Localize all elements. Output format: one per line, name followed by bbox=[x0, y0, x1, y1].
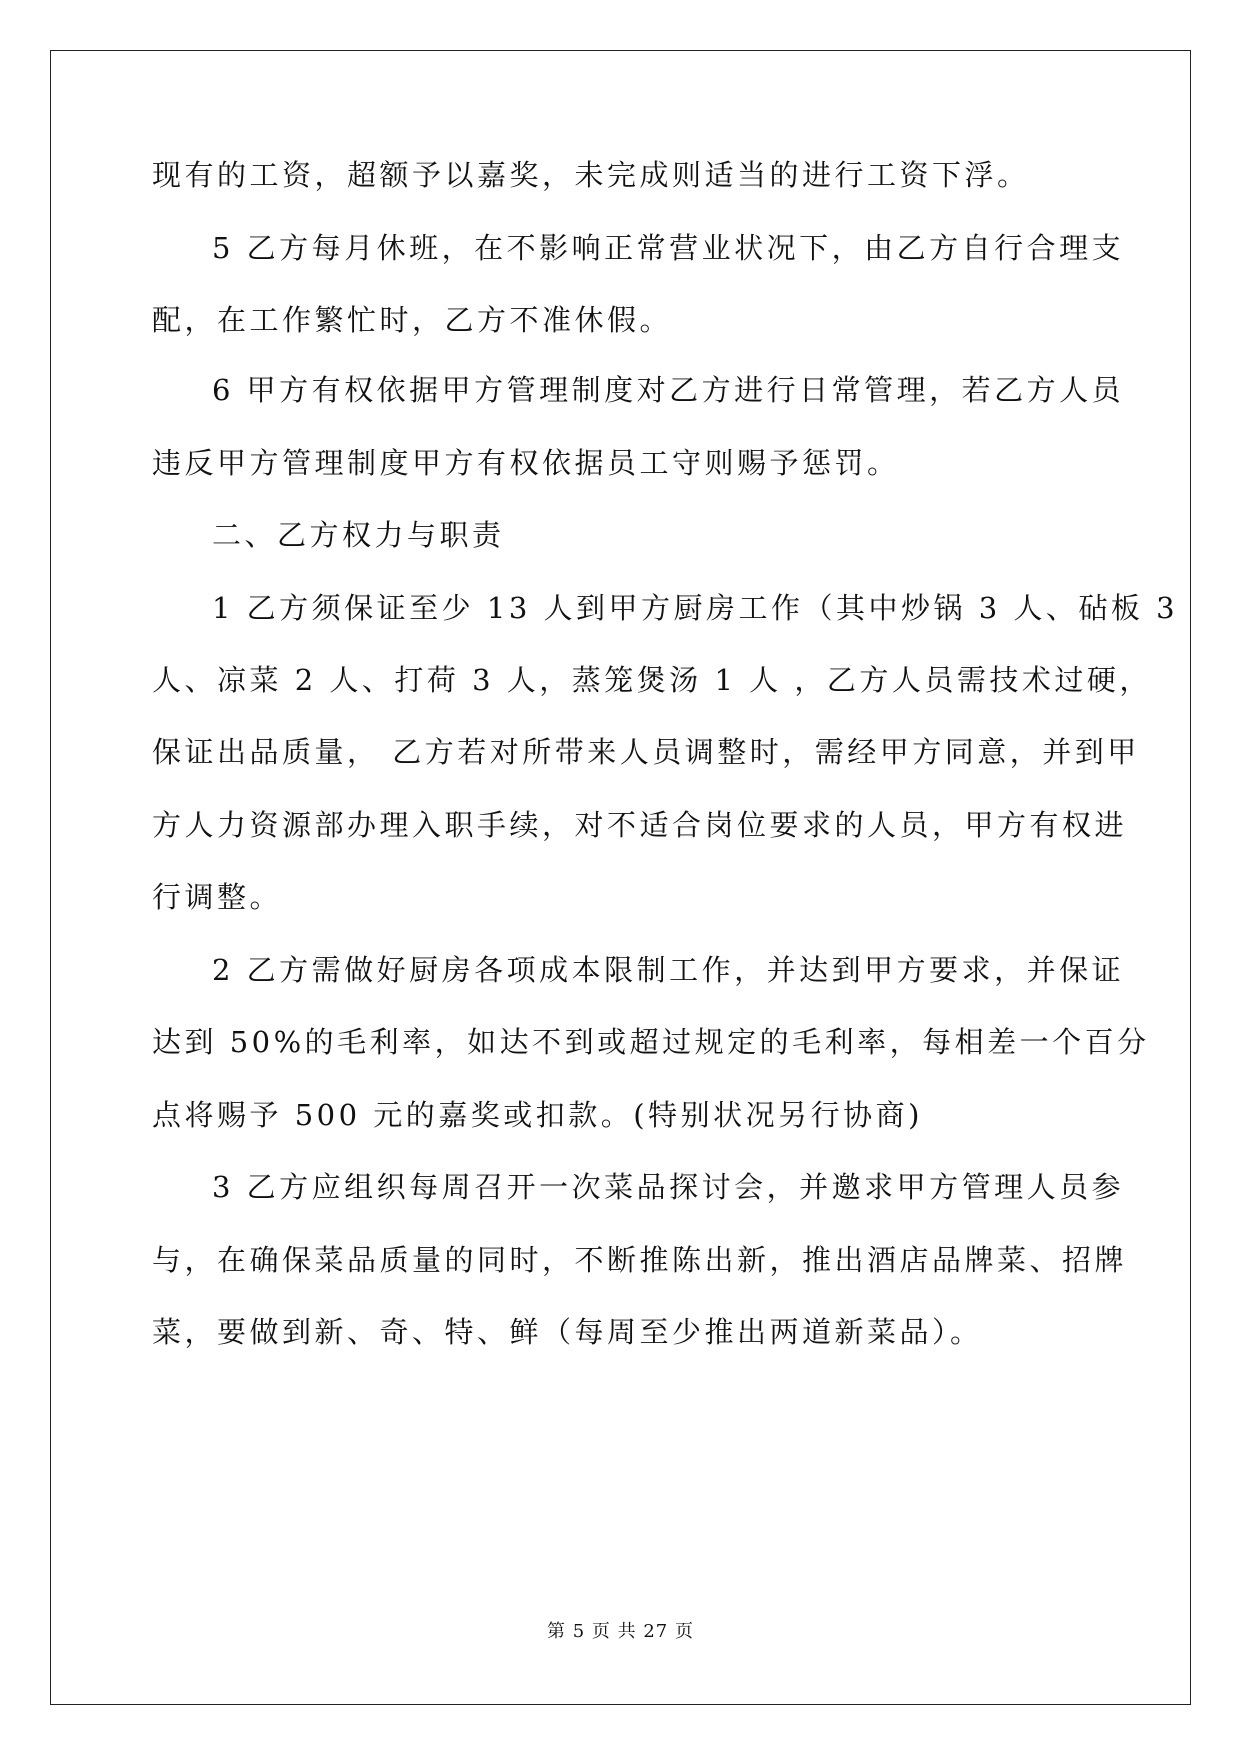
paragraph-line: 违反甲方管理制度甲方有权依据员工守则赐予惩罚。 bbox=[152, 446, 900, 480]
paragraph-line: 保证出品质量， 乙方若对所带来人员调整时，需经甲方同意，并到甲 bbox=[152, 735, 1140, 769]
paragraph-line: 1 乙方须保证至少 13 人到甲方厨房工作（其中炒锅 3 人、砧板 3 bbox=[212, 591, 1179, 625]
paragraph-line: 方人力资源部办理入职手续，对不适合岗位要求的人员，甲方有权进 bbox=[152, 808, 1128, 842]
paragraph-line: 现有的工资，超额予以嘉奖，未完成则适当的进行工资下浮。 bbox=[152, 158, 1030, 192]
paragraph-line: 行调整。 bbox=[152, 880, 283, 914]
paragraph-line: 配，在工作繁忙时，乙方不准休假。 bbox=[152, 303, 673, 337]
section-heading: 二、乙方权力与职责 bbox=[212, 518, 505, 552]
paragraph-line: 5 乙方每月休班，在不影响正常营业状况下，由乙方自行合理支 bbox=[212, 231, 1125, 265]
paragraph-line: 2 乙方需做好厨房各项成本限制工作，并达到甲方要求，并保证 bbox=[212, 953, 1125, 987]
paragraph-line: 菜，要做到新、奇、特、鲜（每周至少推出两道新菜品）。 bbox=[152, 1315, 983, 1349]
paragraph-line: 3 乙方应组织每周召开一次菜品探讨会，并邀求甲方管理人员参 bbox=[212, 1170, 1125, 1204]
paragraph-line: 人、凉菜 2 人、打荷 3 人，蒸笼煲汤 1 人 ，乙方人员需技术过硬， bbox=[152, 663, 1152, 697]
paragraph-line: 点将赐予 500 元的嘉奖或扣款。(特别状况另行协商) bbox=[152, 1098, 923, 1132]
paragraph-line: 与，在确保菜品质量的同时，不断推陈出新，推出酒店品牌菜、招牌 bbox=[152, 1243, 1128, 1277]
page-number-footer: 第 5 页 共 27 页 bbox=[547, 1621, 694, 1642]
paragraph-line: 6 甲方有权依据甲方管理制度对乙方进行日常管理，若乙方人员 bbox=[212, 373, 1125, 407]
paragraph-line: 达到 50%的毛利率，如达不到或超过规定的毛利率，每相差一个百分 bbox=[152, 1025, 1150, 1059]
